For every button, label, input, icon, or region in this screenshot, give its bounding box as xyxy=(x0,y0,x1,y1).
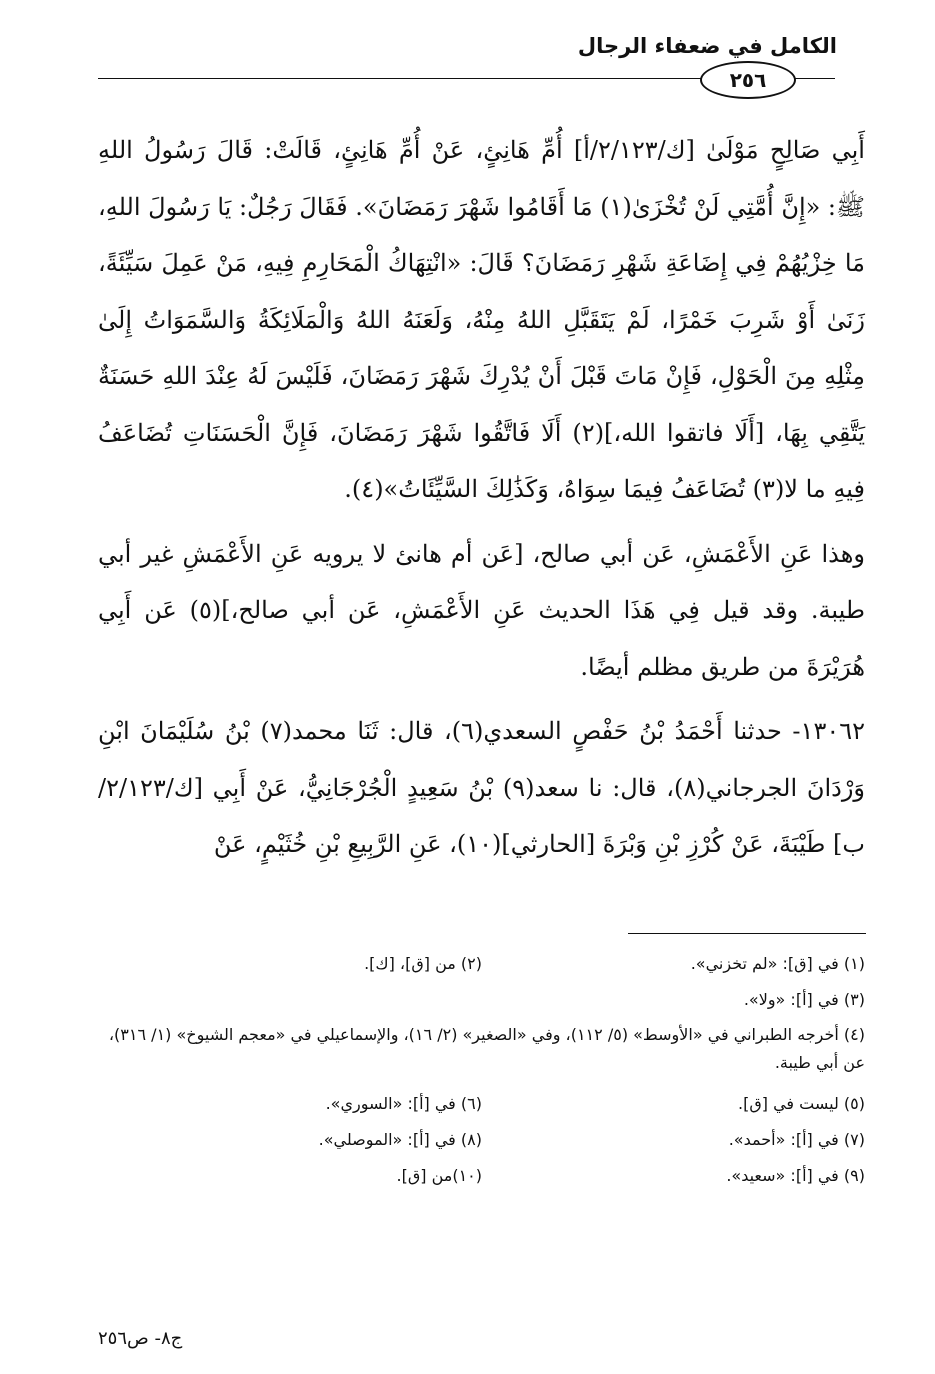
hadith-paragraph: أَبِي صَالِحٍ مَوْلَىٰ [ك/٢/١٢٣/أ] أُمِّ هَانِئٍ، عَنْ أُمِّ هَانِئٍ، قَالَتْ: قَالَ رَسُولُ اللهِ ﷺ: «إِنَّ أُمَّتِي لَنْ تُخْزَىٰ(١) مَا أَقَامُوا شَهْرَ رَمَضَانَ». فَقَالَ رَجُلٌ: يَا رَسُولَ اللهِ، مَا خِزْيُهُمْ فِي إِضَاعَةِ شَهْرِ رَمَضَانَ؟ قَالَ: «انْتِهَاكُ الْمَحَارِمِ فِيهِ، مَنْ عَمِلَ سَيِّئَةً، زَنَىٰ أَوْ شَرِبَ خَمْرًا، لَمْ يَتَقَبَّلِ اللهُ مِنْهُ، وَلَعَنَهُ اللهُ وَالْمَلَائِكَةُ وَالسَّمَوَاتُ إِلَىٰ مِثْلِهِ مِنَ الْحَوْلِ، فَإِنْ مَاتَ قَبْلَ أَنْ يُدْرِكَ شَهْرَ رَمَضَانَ، فَلَيْسَ لَهُ عِنْدَ اللهِ حَسَنَةٌ يَتَّقِي بِهَا، [أَلَا فاتقوا الله،](٢) أَلَا فَاتَّقُوا شَهْرَ رَمَضَانَ، فَإِنَّ الْحَسَنَاتِ تُضَاعَفُ فِيهِ ما لا(٣) تُضَاعَفُ فِيمَا سِوَاهُ، وَكَذَٰلِكَ السَّيِّئَاتُ»(٤). xyxy=(98,136,866,503)
footnote-row xyxy=(98,1121,865,1157)
running-header-title: الكامل في ضعفاء الرجال xyxy=(577,34,837,58)
footnote-8: (٨) في [أ]: «الموصلي». xyxy=(318,1129,482,1149)
footnote-separator xyxy=(628,933,866,934)
footnote-3: (٣) في [أ]: «ولا». xyxy=(743,989,865,1009)
hadith-chain-paragraph: ١٣٠٦٢- حدثنا أَحْمَدُ بْنُ حَفْصٍ السعدي(٦)، قال: ثَنَا محمد(٧) بْنُ سُلَيْمَانَ ابْنِ وَرْدَانَ الجرجاني(٨)، قال: نا سعد(٩) بْنُ سَعِيدٍ الْجُرْجَانِيُّ، عَنْ أَبِي [ك/٢/١٢٣/ب] طَيْبَةَ، عَنْ كُرْزِ بْنِ وَبْرَةَ [الحارثي](١٠)، عَنِ الرَّبِيعِ بْنِ خُثَيْمٍ، عَنْ xyxy=(98,717,866,858)
footnote-4: (٤) أخرجه الطبراني في «الأوسط» (٥/ ١١٢)، وفي «الصغير» (٢/ ١٦)، والإسماعيلي في «معجم الشيوخ» (١/ ٣١٦)، عن أبي طيبة. xyxy=(108,1025,865,1072)
footnote-1: (١) في [ق]: «لم تخزني». xyxy=(690,953,865,973)
footnote-10: (١٠)من [ق]. xyxy=(396,1165,482,1185)
footnote-6: (٦) في [أ]: «السوري». xyxy=(325,1093,482,1113)
footnote-5: (٥) ليست في [ق]. xyxy=(738,1093,865,1113)
footnote-row xyxy=(98,945,865,981)
page-number: ٢٥٦ xyxy=(700,61,796,99)
footnotes xyxy=(98,945,865,1193)
footnote-row xyxy=(98,1157,865,1193)
footnote-row xyxy=(98,981,865,1017)
footnote-row xyxy=(98,1085,865,1121)
footnote-9: (٩) في [أ]: «سعيد». xyxy=(726,1165,865,1185)
main-text xyxy=(98,122,865,881)
footnote-7: (٧) في [أ]: «أحمد». xyxy=(728,1129,865,1149)
commentary-paragraph: وهذا عَنِ الأَعْمَشِ، عَن أبي صالح، [عَن أم هانئ لا يرويه عَنِ الأَعْمَشِ غير أبي طيبة. وقد قيل فِي هَذَا الحديث عَنِ الأَعْمَشِ، عَن أبي صالح،](٥) عَن أَبِي هُرَيْرَةَ من طريق مظلم أيضًا. xyxy=(98,539,866,681)
volume-page-footer: ج٨- ص٢٥٦ xyxy=(98,1328,183,1349)
footnote-2: (٢) من [ق]، [ك]. xyxy=(364,953,482,973)
